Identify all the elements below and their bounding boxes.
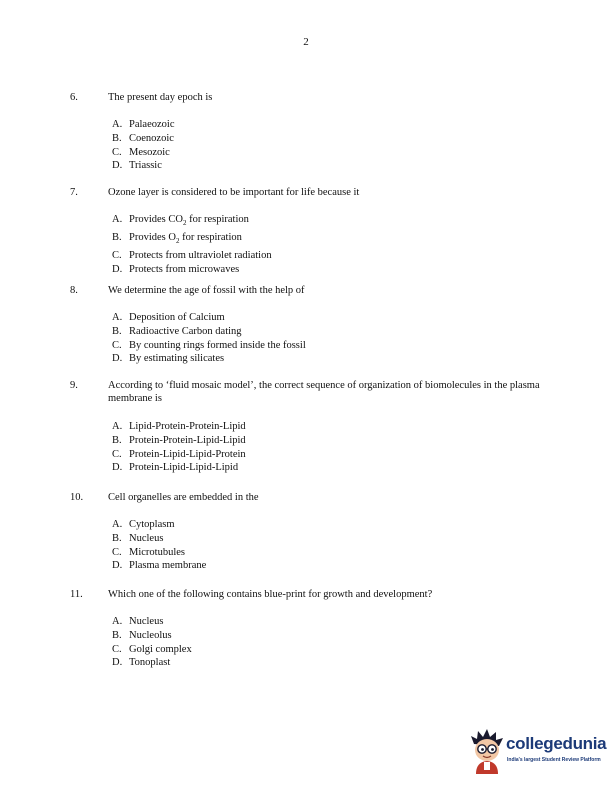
question-text: Cell organelles are embedded in the (108, 492, 259, 503)
option-a (112, 311, 306, 325)
option-text: Deposition of Calcium (129, 312, 225, 323)
option-letter: A. (112, 519, 123, 530)
question-number: 10. (70, 492, 84, 503)
logo-tagline: India's largest Student Review Platform (507, 757, 601, 763)
option-text: Protein-Lipid-Lipid-Protein (129, 448, 246, 460)
option-text: Protects from ultraviolet radiation (129, 249, 272, 261)
option-c (112, 249, 272, 263)
option-letter: B. (112, 132, 122, 144)
option-d (112, 461, 246, 475)
option-text: Provides O (129, 231, 176, 243)
option-text: Protein-Lipid-Lipid-Lipid (129, 462, 239, 474)
option-text: Radioactive Carbon dating (129, 325, 242, 337)
option-letter: B. (112, 629, 122, 641)
option-list (112, 615, 192, 670)
option-c (112, 339, 306, 353)
option-letter: B. (112, 231, 122, 243)
option-letter: D. (112, 160, 123, 172)
option-letter: D. (112, 263, 123, 275)
option-d (112, 263, 272, 277)
option-text: Nucleus (129, 616, 164, 627)
option-letter: C. (112, 643, 122, 655)
option-text: for respiration (186, 214, 249, 225)
question-number: 11. (70, 589, 83, 600)
question-number: 8. (70, 285, 78, 296)
option-text: Plasma membrane (129, 560, 207, 572)
option-letter: A. (112, 312, 123, 323)
option-text: for respiration (179, 231, 242, 243)
option-letter: D. (112, 657, 123, 669)
question-number: 7. (70, 187, 78, 198)
option-list (112, 518, 206, 573)
option-text: Triassic (129, 160, 162, 172)
option-d (112, 352, 306, 366)
option-list (112, 311, 306, 366)
option-a (112, 420, 246, 434)
option-letter: D. (112, 462, 123, 474)
option-text: Microtubules (129, 546, 185, 558)
option-d (112, 559, 206, 573)
option-a (112, 518, 206, 532)
option-letter: D. (112, 353, 123, 365)
option-letter: A. (112, 119, 123, 130)
question-number: 6. (70, 92, 78, 103)
option-letter: D. (112, 560, 123, 572)
option-c (112, 146, 174, 160)
subscript: 2 (175, 236, 180, 245)
option-text: Palaeozoic (129, 119, 175, 130)
option-b (112, 532, 206, 546)
subscript: 2 (182, 219, 187, 228)
mascot-icon (468, 728, 506, 774)
option-text: Protects from microwaves (129, 263, 240, 275)
option-letter: C. (112, 339, 122, 351)
option-text: Nucleolus (129, 629, 172, 641)
option-text: Cytoplasm (129, 519, 175, 530)
question-text: The present day epoch is (108, 92, 213, 103)
option-text: Golgi complex (129, 643, 192, 655)
option-d (112, 159, 174, 173)
option-text: Tonoplast (129, 657, 171, 669)
option-letter: A. (112, 214, 123, 225)
option-letter: C. (112, 146, 122, 158)
option-letter: B. (112, 532, 122, 544)
option-letter: C. (112, 249, 122, 261)
option-c (112, 643, 192, 657)
option-a (112, 213, 272, 231)
option-text: By counting rings formed inside the fossil (129, 339, 306, 351)
option-list (112, 213, 272, 276)
option-b (112, 132, 174, 146)
question-text: Which one of the following contains blue-print for growth and development? (108, 589, 433, 600)
option-text: Protein-Protein-Lipid-Lipid (129, 434, 246, 446)
option-a (112, 615, 192, 629)
option-b (112, 231, 272, 249)
option-b (112, 325, 306, 339)
option-text: By estimating silicates (129, 353, 225, 365)
option-text: Nucleus (129, 532, 164, 544)
option-letter: B. (112, 434, 122, 446)
option-list (112, 420, 246, 475)
option-d (112, 656, 192, 670)
option-list (112, 118, 174, 173)
option-text: Coenozoic (129, 132, 174, 144)
question-text: According to ‘fluid mosaic model’, the correct sequence of organization of biomolecules in the plasma membrane is (108, 380, 540, 404)
option-text: Provides CO (129, 214, 183, 225)
page-number: 2 (303, 36, 309, 48)
option-b (112, 434, 246, 448)
option-c (112, 546, 206, 560)
option-letter: B. (112, 325, 122, 337)
question-text: Ozone layer is considered to be important for life because it (108, 187, 360, 198)
option-text: Mesozoic (129, 146, 170, 158)
option-letter: A. (112, 421, 123, 432)
option-c (112, 448, 246, 462)
logo-brand-text: collegedunia (506, 734, 607, 753)
option-letter: C. (112, 448, 122, 460)
option-letter: A. (112, 616, 123, 627)
option-text: Lipid-Protein-Protein-Lipid (129, 421, 246, 432)
option-a (112, 118, 174, 132)
question-number: 9. (70, 380, 78, 391)
option-letter: C. (112, 546, 122, 558)
question-text: We determine the age of fossil with the help of (108, 285, 305, 296)
collegedunia-logo (468, 728, 608, 776)
option-b (112, 629, 192, 643)
